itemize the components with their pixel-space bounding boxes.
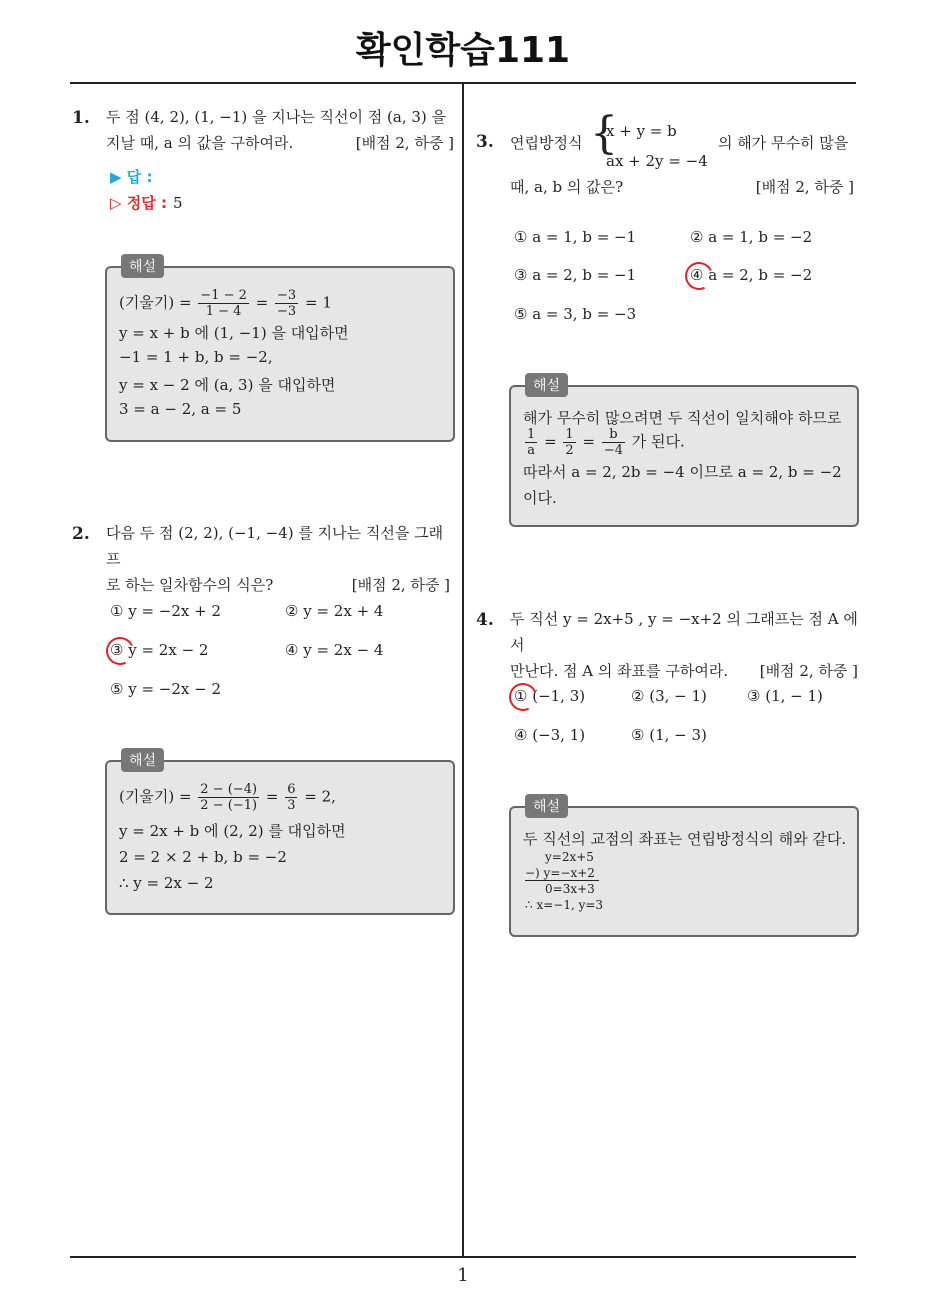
q3-sol-line3: 따라서 a = 2, 2b = −4 이므로 a = 2, b = −2 bbox=[523, 463, 842, 481]
q4-text bbox=[510, 606, 858, 684]
bottom-rule bbox=[70, 1256, 856, 1258]
q4-sol-calc2: −) y=−x+2 bbox=[525, 866, 599, 881]
page-title: 확인학습111 bbox=[355, 30, 571, 71]
q2-choice-5[interactable]: ⑤ y = −2x − 2 bbox=[110, 680, 222, 698]
q1-line2: 지날 때, a 의 값을 구하여라. bbox=[106, 134, 294, 152]
q2-sol-slope-label: (기울기) = bbox=[119, 787, 192, 806]
q3-sol-frac1 bbox=[525, 427, 537, 458]
q2-solution-tag: 해설 bbox=[121, 748, 164, 772]
q2-sol-line1 bbox=[119, 782, 336, 813]
q1-sol-line3: −1 = 1 + b, b = −2, bbox=[119, 348, 273, 366]
q1-sol-line2: y = x + b 에 (1, −1) 을 대입하면 bbox=[119, 324, 349, 342]
q2-sol-frac2 bbox=[285, 782, 297, 813]
q1-answer-label: ▶ 답 : bbox=[110, 168, 153, 186]
q3-sol-frac2 bbox=[563, 427, 575, 458]
q1-sol-frac2-den: −3 bbox=[277, 304, 297, 319]
q3-choice-4[interactable]: ④ a = 2, b = −2 bbox=[690, 266, 813, 284]
q2-line2: 로 하는 일차함수의 식은? bbox=[106, 576, 274, 594]
q3-choice-5[interactable]: ⑤ a = 3, b = −3 bbox=[514, 305, 637, 323]
q2-solution-box bbox=[105, 753, 455, 915]
q1-number: 1. bbox=[72, 108, 90, 128]
q1-sol-line1 bbox=[119, 288, 332, 319]
q2-choice-4[interactable]: ④ y = 2x − 4 bbox=[285, 641, 384, 659]
q3-number: 3. bbox=[476, 132, 494, 152]
q1-sol-result: = 1 bbox=[304, 293, 332, 312]
q4-meta: [배점 2, 하중 ] bbox=[759, 662, 858, 680]
q4-number: 4. bbox=[476, 610, 494, 630]
q4-sol-calc1: y=2x+5 bbox=[545, 850, 594, 864]
q3-sol-frac1-den: a bbox=[527, 443, 536, 458]
q3-sol-line2 bbox=[523, 427, 685, 458]
q3-eq2: ax + 2y = −4 bbox=[606, 152, 708, 170]
q3-sol-frac1-num: 1 bbox=[527, 427, 536, 442]
q1-solution-tag: 해설 bbox=[121, 254, 164, 278]
q1-sol-slope-label: (기울기) = bbox=[119, 293, 192, 312]
q3-sol-line2-suffix: 가 된다. bbox=[631, 432, 685, 451]
q1-text bbox=[106, 104, 454, 156]
q2-sol-eq: = bbox=[265, 787, 279, 806]
q2-sol-line2: y = 2x + b 에 (2, 2) 를 대입하면 bbox=[119, 822, 346, 840]
q2-choice-2[interactable]: ② y = 2x + 4 bbox=[285, 602, 384, 620]
q3-meta: [배점 2, 하중 ] bbox=[755, 178, 854, 196]
q3-choice-2[interactable]: ② a = 1, b = −2 bbox=[690, 228, 813, 246]
q3-solution-tag: 해설 bbox=[525, 373, 568, 397]
q1-correct-answer bbox=[110, 192, 183, 213]
q2-sol-frac2-den: 3 bbox=[287, 798, 296, 813]
q2-sol-frac2-num: 6 bbox=[287, 782, 296, 797]
q4-sol-calc4: ∴ x=−1, y=3 bbox=[525, 898, 604, 912]
q2-sol-line4: ∴ y = 2x − 2 bbox=[119, 874, 214, 892]
q1-sol-frac2 bbox=[275, 288, 298, 319]
q3-prefix: 연립방정식 bbox=[510, 134, 583, 152]
q4-answer-circle-mark bbox=[505, 679, 541, 715]
q4-line1: 두 직선 y = 2x+5 , y = −x+2 의 그래프는 점 A 에서 bbox=[510, 610, 858, 654]
q3-sol-eq1: = bbox=[544, 432, 557, 451]
q4-solution-box bbox=[509, 799, 859, 937]
q3-sol-frac2-den: 2 bbox=[565, 443, 574, 458]
q1-sol-line4: y = x − 2 에 (a, 3) 을 대입하면 bbox=[119, 376, 336, 394]
q2-number: 2. bbox=[72, 524, 90, 544]
q1-sol-line5: 3 = a − 2, a = 5 bbox=[119, 400, 242, 418]
q4-solution-tag: 해설 bbox=[525, 794, 568, 818]
q2-text bbox=[106, 520, 450, 598]
q1-correct-value: 5 bbox=[172, 194, 183, 212]
q3-sol-frac2-num: 1 bbox=[565, 427, 574, 442]
q2-choice-3[interactable]: ③ y = 2x − 2 bbox=[110, 641, 209, 659]
q4-choice-1[interactable]: ① (−1, 3) bbox=[514, 687, 586, 705]
q2-choice-1[interactable]: ① y = −2x + 2 bbox=[110, 602, 222, 620]
q3-system-brace: { bbox=[590, 108, 618, 159]
q1-sol-frac1-den: 1 − 4 bbox=[205, 304, 242, 319]
q4-line2: 만난다. 점 A 의 좌표를 구하여라. bbox=[510, 662, 729, 680]
q4-sol-calc3: 0=3x+3 bbox=[545, 882, 595, 896]
q3-suffix: 의 해가 무수히 많을 bbox=[718, 134, 849, 152]
q1-sol-eq: = bbox=[255, 293, 269, 312]
q2-sol-result: = 2, bbox=[304, 787, 336, 806]
q2-sol-frac1-num: 2 − (−4) bbox=[200, 782, 258, 797]
q4-choice-2[interactable]: ② (3, − 1) bbox=[631, 687, 707, 705]
q1-sol-frac2-num: −3 bbox=[277, 288, 297, 303]
q1-line1: 두 점 (4, 2), (1, −1) 을 지나는 직선이 점 (a, 3) 을 bbox=[106, 108, 447, 126]
q2-sol-line3: 2 = 2 × 2 + b, b = −2 bbox=[119, 848, 287, 866]
q4-choice-4[interactable]: ④ (−3, 1) bbox=[514, 726, 586, 744]
column-divider bbox=[462, 83, 464, 1258]
q4-choice-3[interactable]: ③ (1, − 1) bbox=[747, 687, 823, 705]
q3-sol-frac3-den: −4 bbox=[603, 443, 624, 458]
q3-choice-3[interactable]: ③ a = 2, b = −1 bbox=[514, 266, 637, 284]
q3-sol-eq2: = bbox=[582, 432, 596, 451]
q2-meta: [배점 2, 하중 ] bbox=[351, 576, 450, 594]
q3-eq1: x + y = b bbox=[606, 122, 677, 140]
q1-correct-label: ▷ 정답 : bbox=[110, 194, 167, 212]
q1-solution-box bbox=[105, 259, 455, 442]
q4-choice-5[interactable]: ⑤ (1, − 3) bbox=[631, 726, 707, 744]
q3-answer-circle-mark bbox=[681, 258, 717, 294]
q3-choice-1[interactable]: ① a = 1, b = −1 bbox=[514, 228, 637, 246]
q3-solution-box bbox=[509, 378, 859, 527]
q4-sol-line1: 두 직선의 교점의 좌표는 연립방정식의 해와 같다. bbox=[523, 830, 847, 848]
q1-sol-frac1 bbox=[198, 288, 249, 319]
q3-sol-line4: 이다. bbox=[523, 489, 557, 507]
q2-sol-frac1-den: 2 − (−1) bbox=[200, 798, 258, 813]
page-number: 1 bbox=[457, 1265, 469, 1286]
q2-sol-frac1 bbox=[198, 782, 259, 813]
q3-line2-row bbox=[510, 174, 854, 200]
q2-answer-circle-mark bbox=[102, 633, 138, 669]
q3-sol-line1: 해가 무수히 많으려면 두 직선이 일치해야 하므로 bbox=[523, 409, 842, 427]
q1-sol-frac1-num: −1 − 2 bbox=[200, 288, 247, 303]
q3-line2: 때, a, b 의 값은? bbox=[510, 178, 624, 196]
q2-line1: 다음 두 점 (2, 2), (−1, −4) 를 지나는 직선을 그래프 bbox=[106, 524, 444, 568]
q1-meta: [배점 2, 하중 ] bbox=[355, 134, 454, 152]
q3-sol-frac3-num: b bbox=[602, 427, 625, 443]
q3-sol-frac3 bbox=[602, 427, 625, 458]
